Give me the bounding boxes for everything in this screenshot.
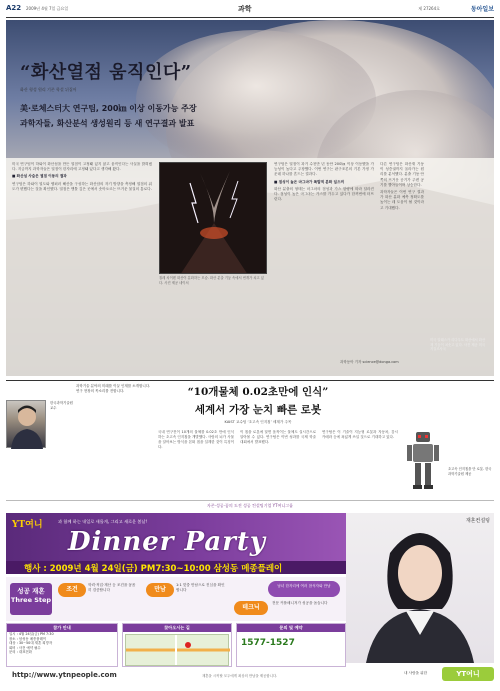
main-photo-caption: 미국 알래스카 리다우트 화산에서 화산재 기둥이 치솟고 있다. 사진 제공 미국지질조사국 bbox=[430, 338, 486, 352]
ad-event-date: 행사 : 2009년 4월 24일(금) PM7:30~10:00 삼성동 메종플레이 bbox=[24, 564, 283, 574]
ad-event-title: Dinner Party bbox=[68, 527, 267, 557]
person-photo bbox=[6, 400, 46, 448]
info-heading: 문의 및 예약 bbox=[237, 624, 345, 632]
subheading: ■ 화산섬 사슬은 열점 이동의 결과 bbox=[12, 174, 67, 179]
volcano-subheadline-1: 美·로체스터大 연구팀, 200㎞ 이상 이동가능 주장 bbox=[20, 104, 197, 113]
paragraph: 연구팀은 하와이 열도와 엠퍼러 해산을 구성하는 화산암의 자기 방향을 측정해 열점의 위도가 변했다는 것을 확인했다. 열점은 맨틀 깊은 곳에서 솟아오르는 뜨거운 물질의 통로다. bbox=[12, 181, 152, 191]
volcano-subheadline-2: 과학자들, 화산분석 생성원리 등 새 연구결과 발표 bbox=[20, 119, 195, 128]
paragraph: 화산 분출의 형태는 마그마의 점성과 가스 함량에 따라 달라진다. 점성이 높은 마그마는 가스를 가두고 있다가 한꺼번에 터뜨린다. bbox=[274, 186, 374, 202]
ad-three-steps bbox=[6, 577, 346, 621]
step-text-2: 1:1 맞춤 만남으로 진심을 확인합니다 bbox=[176, 583, 225, 592]
volcano-kicker: 화산 형성 원리 기존 학설 뒤집어 bbox=[20, 87, 77, 92]
ad-brand-subtitle: 내 사람을 위한 bbox=[404, 671, 428, 675]
paragraph: 미국 연구팀이 하와이 화산섬을 만든 열점이 고정돼 있지 않고 움직인다는 사실을 밝혀냈다. 지금까지 과학자들은 열점이 한자리에 고정돼 있다고 생각해 왔다. bbox=[12, 162, 152, 172]
volcano-column-3 bbox=[274, 162, 374, 372]
ad-info-section bbox=[6, 623, 346, 669]
robot-photo bbox=[403, 430, 443, 490]
robot-headline-2: 세계서 가장 눈치 빠른 로봇 bbox=[194, 404, 322, 416]
info-row: 일시 : 4월 24일(금) PM 7:30 bbox=[9, 632, 54, 636]
info-row: 장소 : 삼성동 메종플레이 bbox=[9, 636, 47, 641]
step-badge-2: 만남 bbox=[146, 583, 174, 597]
steps-title-line-2: Three Step bbox=[10, 596, 52, 604]
paragraph: 과학자들은 이번 연구 결과가 화산 분화 예측 정확도를 높이는 데 도움이 될 것이라고 기대했다. bbox=[380, 190, 424, 210]
volcano-headline: “화산열점 움직인다” bbox=[20, 62, 192, 83]
paragraph: 다른 연구팀은 화산재 기둥이 성층권까지 올라가는 원리를 분석했다. 분출 기둥 안쪽의 뜨거운 공기가 주변 공기를 빨아들이며 상승한다. bbox=[380, 162, 424, 187]
info-heading: 찾아오시는 길 bbox=[123, 624, 231, 632]
info-row: 대상 : 30~50대 재혼 희망자 bbox=[9, 641, 53, 646]
step-badge-1: 조건 bbox=[58, 583, 86, 597]
ad-top-line: 자존·성공·꿈의 도전 성공 컨설팅기업 YT여니그룹 bbox=[207, 503, 293, 508]
subheading: ■ 점성이 높은 마그마가 폭발적 분화 일으켜 bbox=[274, 179, 344, 184]
location-map bbox=[125, 634, 229, 666]
info-row: 문의 : 대표전화 bbox=[9, 650, 32, 655]
ad-event-info bbox=[6, 623, 118, 667]
step-badge-3: 테크닉 bbox=[234, 601, 268, 615]
robot-column-1: 국내 연구진이 10개의 물체를 0.02초 만에 인식하는 초고속 인지칩을 개발했다. 사람의 뇌가 사물을 알아보는 방식을 본떠 칩을 설계한 것이 특징이다. bbox=[158, 430, 234, 449]
robot-article-header bbox=[158, 384, 358, 425]
newspaper-name: 동아일보 bbox=[470, 6, 494, 13]
inset-photo-caption: 칠레 차이텐 화산이 분화하는 모습. 화산 분출 기둥 속에서 번개가 치고 있다. 사진 제공 네이처 bbox=[159, 276, 264, 285]
ad-headline-band bbox=[6, 513, 346, 561]
ad-date-bar bbox=[6, 561, 346, 574]
step-text-1: 학력·직업·재산 등 조건을 꼼꼼히 검증합니다 bbox=[88, 583, 136, 592]
robot-column-2: 이 칩을 로봇에 달면 움직이는 물체도 실시간으로 알아볼 수 있다. 연구팀은 이번 성과를 국제 학술대회에서 발표했다. bbox=[240, 430, 316, 444]
section-title: 과학 bbox=[238, 5, 252, 13]
ad-footnote: 재혼을 시작할 모두에게 최상의 만남을 제공합니다. bbox=[202, 674, 278, 678]
step-text-3: 전문 커플매니저가 성공을 돕습니다 bbox=[272, 601, 328, 605]
robot-photo-caption: 초고속 인지칩을 단 로봇. 한국과학기술원 제공 bbox=[448, 467, 492, 476]
dinner-party-advertisement bbox=[6, 500, 494, 682]
info-heading: 참가 안내 bbox=[7, 624, 117, 632]
page-number: A22 bbox=[6, 4, 22, 12]
volcano-column-1 bbox=[12, 162, 152, 372]
paragraph: 연구팀은 열점이 과거 수천만 년 동안 200㎞ 이상 이동했을 가능성이 높다고 주장했다. 이번 연구는 판구조론의 기본 가정 가운데 하나를 흔드는 결과다. bbox=[274, 162, 374, 177]
robot-headline-1: “10개물체 0.02초만에 인식” bbox=[187, 386, 329, 398]
ad-model-photo bbox=[346, 513, 494, 663]
reporter-email: 과학동아 기자 science@donga.com bbox=[340, 360, 399, 364]
chaiten-eruption-photo bbox=[159, 162, 267, 274]
ad-logo: YT여니 bbox=[12, 520, 43, 530]
issue-date: 2009년 4월 7일 금요일 bbox=[26, 6, 69, 11]
steps-title-line-1: 성공 재혼 bbox=[17, 587, 45, 595]
masthead bbox=[6, 4, 494, 16]
ad-model-label: 재혼컨설팅 bbox=[465, 518, 490, 524]
issue-number: 제 27264호 bbox=[418, 6, 440, 11]
ad-website-link[interactable]: http://www.ytnpeople.com bbox=[12, 671, 117, 679]
volcano-article bbox=[6, 20, 494, 376]
robot-column-3: 연구팀은 이 기술이 지능형 로봇과 자동차, 감시 카메라 등에 폭넓게 쓰일 것으로 기대하고 있다. bbox=[322, 430, 398, 439]
volcano-column-4 bbox=[380, 162, 424, 312]
ad-slogan: 과 함께 하는 내일로 새롭게, 그리고 새로운 봄날! bbox=[58, 519, 148, 524]
feature-text: 과학기술 분야의 미래를 이끌 인재를 소개합니다. 연구 현장의 목소리를 전합니다. bbox=[76, 384, 151, 393]
robot-byline: KAIST 교수팀 ‘초고속 인지칩’ 세계가 주목 bbox=[224, 420, 292, 424]
steps-title bbox=[10, 583, 52, 615]
ad-contact-block bbox=[236, 623, 346, 667]
section-divider bbox=[6, 380, 494, 381]
ad-brand-logo: YT여니 bbox=[442, 667, 494, 681]
step-bottom-note: 남녀 한자리에 여러 참석자와 만남 bbox=[268, 581, 340, 597]
volcano-headline-box bbox=[20, 58, 290, 129]
info-row: 회비 : 사전 예약 필수 bbox=[9, 645, 41, 650]
ad-phone-number[interactable]: 1577-1527 bbox=[241, 638, 295, 648]
ad-map-block bbox=[122, 623, 232, 667]
masthead-divider bbox=[6, 17, 494, 18]
person-caption: 한국과학기술원 교수 bbox=[50, 401, 73, 410]
